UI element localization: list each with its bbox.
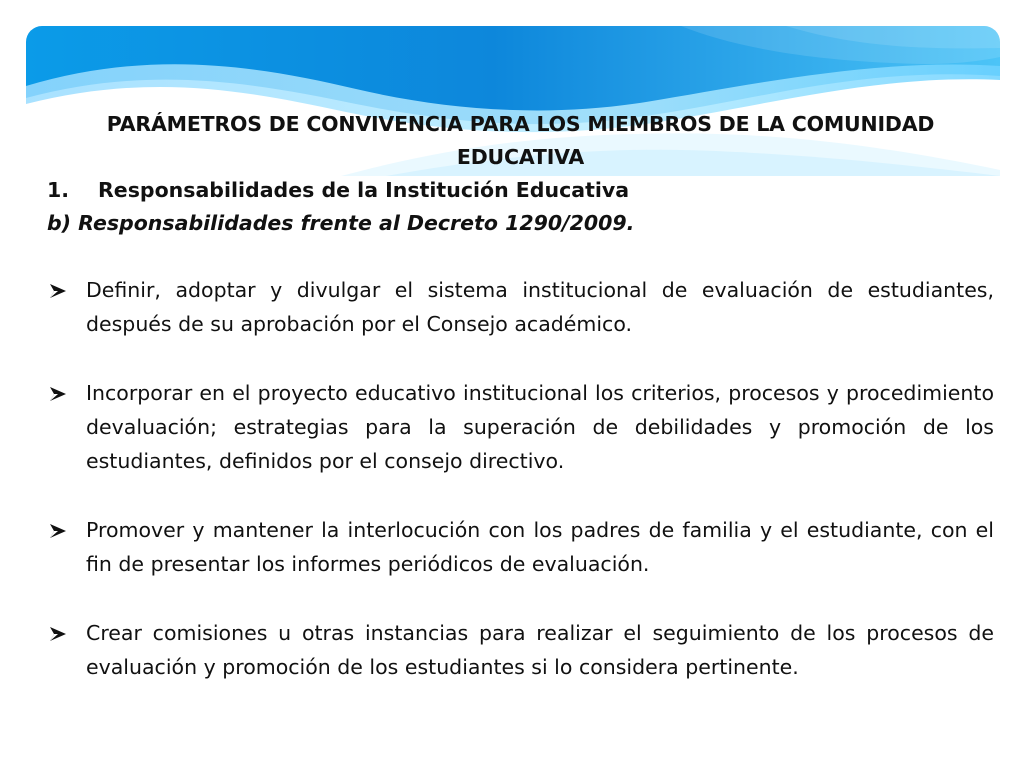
slide-title: PARÁMETROS DE CONVIVENCIA PARA LOS MIEMBROS DE LA COMUNIDAD EDUCATIVA <box>106 112 935 169</box>
section-title: Responsabilidades de la Institución Educativa <box>98 178 630 202</box>
list-item <box>47 273 994 341</box>
arrowhead-bullet-icon <box>49 523 67 539</box>
section-heading <box>47 174 994 207</box>
bullet-text: Definir, adoptar y divulgar el sistema institucional de evaluación de estudiantes, después de su aprobación por el Consejo académico. <box>86 278 994 336</box>
arrowhead-bullet-icon <box>49 386 67 402</box>
bullet-text: Incorporar en el proyecto educativo institucional los criterios, procesos y procedimiento devaluación; estrategias para la superación de debilidades y promoción de los estudiantes, definidos por el consejo directivo. <box>86 381 994 473</box>
section-number: 1. <box>47 178 70 202</box>
arrowhead-bullet-icon <box>49 283 67 299</box>
responsibilities-list <box>47 273 994 684</box>
responsibilities-subheading: b) Responsabilidades frente al Decreto 1290/2009. <box>47 211 635 235</box>
list-item <box>47 376 994 478</box>
arrowhead-bullet-icon <box>49 626 67 642</box>
list-item <box>47 513 994 581</box>
bullet-text: Crear comisiones u otras instancias para realizar el seguimiento de los procesos de evaluación y promoción de los estudiantes si lo considera pertinente. <box>86 621 994 679</box>
slide-content <box>47 108 994 684</box>
list-item <box>47 616 994 684</box>
bullet-text: Promover y mantener la interlocución con los padres de familia y el estudiante, con el fin de presentar los informes periódicos de evaluación. <box>86 518 994 576</box>
